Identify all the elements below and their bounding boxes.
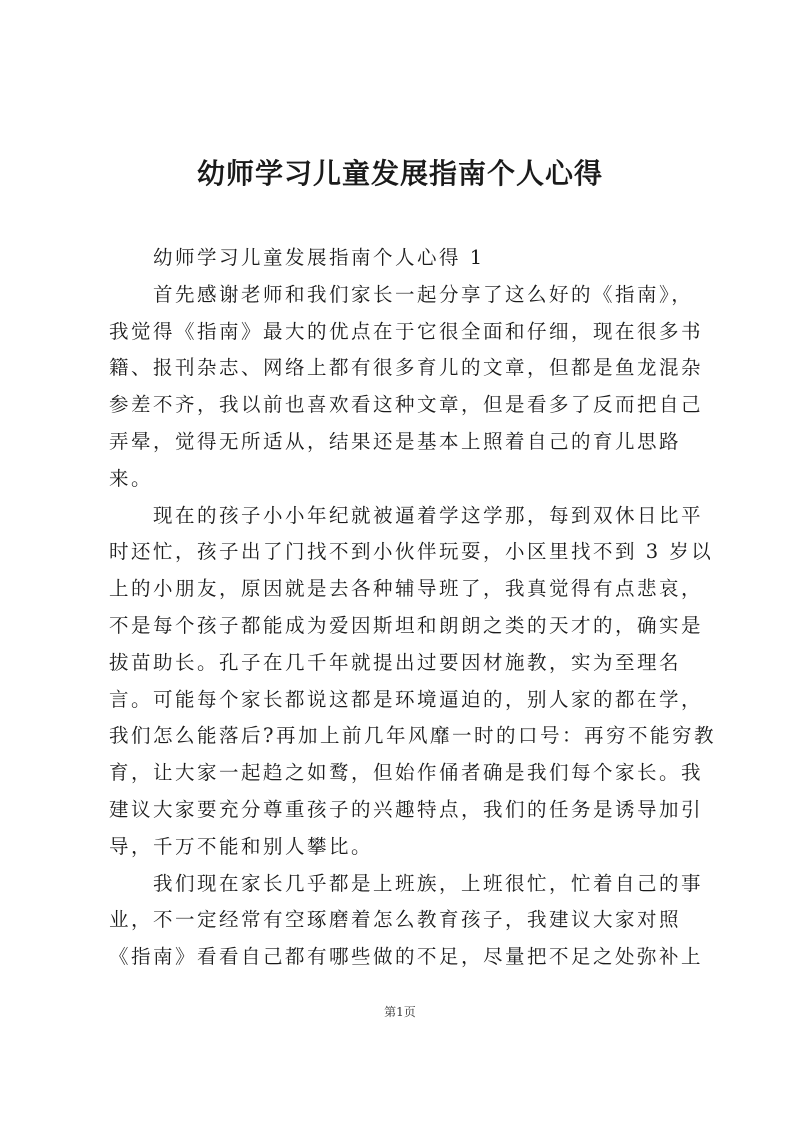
paragraph-line: 业，不一定经常有空琢磨着怎么教育孩子，我建议大家对照 (109, 908, 682, 932)
document-title: 幼师学习儿童发展指南个人心得 (196, 157, 603, 190)
paragraph-line: 导，千万不能和别人攀比。 (109, 834, 374, 858)
paragraph-line: 现在的孩子小小年纪就被逼着学这学那，每到双休日比平 (153, 503, 704, 527)
paragraph-line: 言。可能每个家长都说这都是环境逼迫的，别人家的都在学， (109, 687, 704, 711)
page-number: 第1页 (384, 1005, 416, 1019)
paragraph-line: 育，让大家一起趋之如鹜，但始作俑者确是我们每个家长。我 (109, 761, 704, 785)
paragraph-line: 时还忙，孩子出了门找不到小伙伴玩耍，小区里找不到 3 岁以 (109, 540, 714, 564)
paragraph-line: 上的小朋友，原因就是去各种辅导班了，我真觉得有点悲哀， (109, 577, 704, 601)
paragraph-line: 弄晕，觉得无所适从，结果还是基本上照着自己的育儿思路 (109, 429, 682, 453)
paragraph-line: 《指南》看看自己都有哪些做的不足，尽量把不足之处弥补上 (109, 945, 704, 969)
section-heading: 幼师学习儿童发展指南个人心得 1 (153, 246, 485, 269)
paragraph-line: 我觉得《指南》最大的优点在于它很全面和仔细，现在很多书 (109, 319, 704, 343)
paragraph-line: 拔苗助长。孔子在几千年就提出过要因材施教，实为至理名 (109, 650, 682, 674)
paragraph-line: 籍、报刊杂志、网络上都有很多育儿的文章，但都是鱼龙混杂 (109, 356, 704, 380)
paragraph-line: 来。 (109, 466, 154, 490)
paragraph-line: 我们怎么能落后?再加上前几年风靡一时的口号：再穷不能穷教 (109, 724, 716, 748)
paragraph-line: 参差不齐，我以前也喜欢看这种文章，但是看多了反而把自己 (109, 393, 704, 417)
paragraph-line: 首先感谢老师和我们家长一起分享了这么好的《指南》， (153, 282, 694, 306)
paragraph-line: 建议大家要充分尊重孩子的兴趣特点，我们的任务是诱导加引 (109, 797, 704, 821)
paragraph-line: 不是每个孩子都能成为爱因斯坦和朗朗之类的天才的，确实是 (109, 613, 704, 637)
document-body (109, 240, 716, 976)
paragraph-line: 我们现在家长几乎都是上班族，上班很忙，忙着自己的事 (153, 871, 704, 895)
